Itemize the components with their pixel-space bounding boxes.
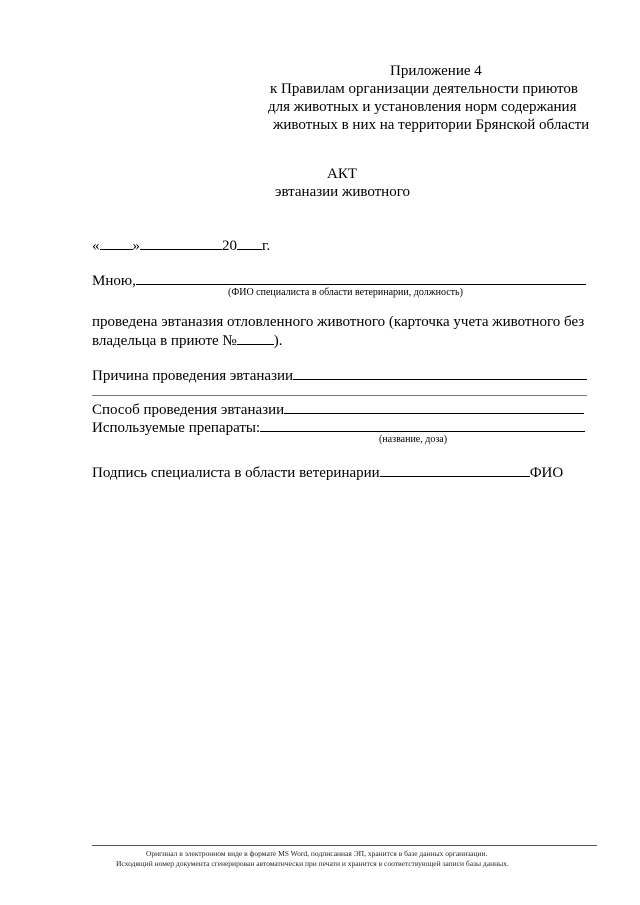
year-blank[interactable] (237, 236, 262, 250)
drugs-caption: (название, доза) (379, 434, 448, 445)
signature-line (92, 463, 563, 482)
procedure-line-2 (92, 331, 283, 350)
header-line-2: для животных и установления норм содержания (268, 99, 577, 115)
document-title: АКТ (327, 166, 357, 182)
date-close-quote: » (132, 238, 140, 254)
drugs-line (92, 418, 585, 437)
method-line (92, 400, 584, 419)
specialist-label: Мною, (92, 273, 136, 289)
reason-blank[interactable] (293, 366, 587, 380)
reason-extra-line[interactable] (92, 395, 587, 396)
drugs-label: Используемые препараты: (92, 420, 261, 436)
specialist-caption: (ФИО специалиста в области ветеринарии, должность) (228, 287, 463, 298)
document-subtitle: эвтаназии животного (275, 184, 410, 200)
date-line (92, 236, 270, 255)
reason-line (92, 366, 587, 385)
appendix-number: Приложение 4 (390, 63, 482, 79)
date-open-quote: « (92, 238, 100, 254)
reason-label: Причина проведения эвтаназии (92, 368, 294, 384)
card-number-blank[interactable] (237, 331, 274, 345)
signature-label: Подпись специалиста в области ветеринарии (92, 465, 380, 481)
month-blank[interactable] (140, 236, 222, 250)
method-blank[interactable] (284, 400, 584, 414)
header-line-3: животных в них на территории Брянской области (273, 117, 590, 133)
card-number-label: владельца в приюте № (92, 333, 237, 349)
footer-divider (92, 845, 597, 846)
signature-suffix: ФИО (529, 465, 564, 481)
footer-line-1: Оригинал в электронном виде в формате MS Word, подписанная ЭП, хранится в базе данных организации. (146, 849, 488, 858)
year-prefix: 20 (222, 238, 237, 254)
year-suffix: г. (262, 238, 271, 254)
header-line-1: к Правилам организации деятельности приютов (270, 81, 578, 97)
day-blank[interactable] (100, 236, 133, 250)
footer-line-2: Исходящий номер документа сгенерирован автоматически при печати и хранится в соответствующей записи базы данных. (116, 859, 509, 868)
specialist-blank[interactable] (136, 271, 586, 285)
drugs-blank[interactable] (260, 418, 585, 432)
card-number-suffix: ). (273, 333, 283, 349)
signature-blank[interactable] (380, 463, 530, 477)
method-label: Способ проведения эвтаназии (92, 402, 285, 418)
procedure-line-1: проведена эвтаназия отловленного животного (карточка учета животного без (92, 314, 585, 330)
